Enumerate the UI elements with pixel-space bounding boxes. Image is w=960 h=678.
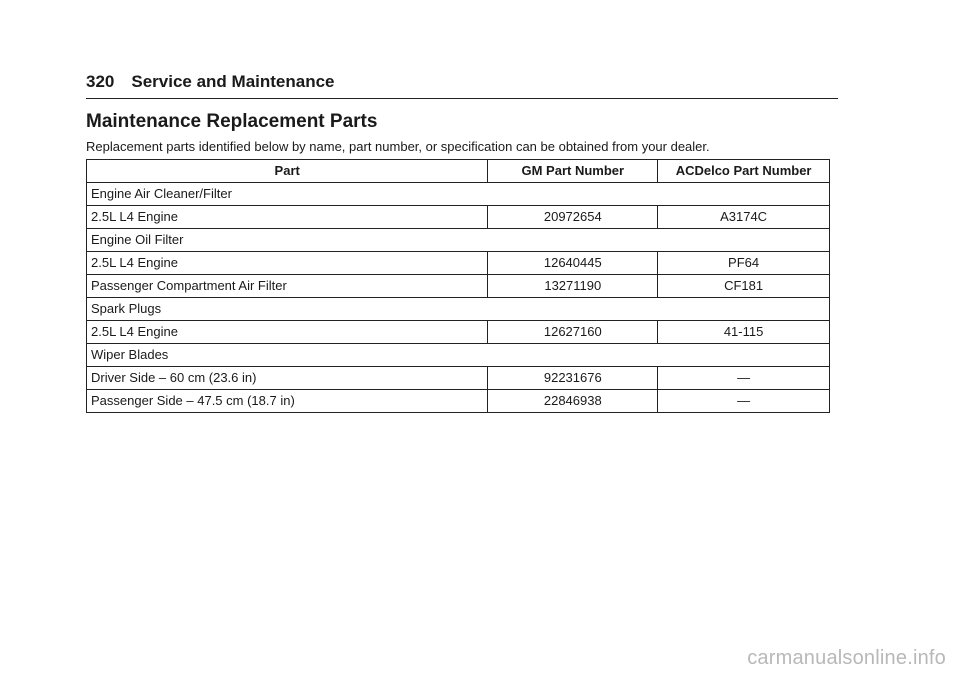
group-label: Engine Air Cleaner/Filter [87,183,830,206]
group-label: Spark Plugs [87,298,830,321]
page-title: Maintenance Replacement Parts [86,111,378,132]
gm-part-number: 22846938 [488,390,658,413]
table-row [87,298,830,321]
table-row [87,252,830,275]
part-label: Passenger Side – 47.5 cm (18.7 in) [87,390,488,413]
part-label: Driver Side – 60 cm (23.6 in) [87,367,488,390]
section-name: Service and Maintenance [131,72,335,91]
table-row [87,344,830,367]
gm-part-number: 92231676 [488,367,658,390]
group-label: Wiper Blades [87,344,830,367]
table-row [87,206,830,229]
parts-table [86,159,830,413]
table-row [87,275,830,298]
table-row [87,390,830,413]
column-header-part: Part [87,160,488,183]
part-label: Passenger Compartment Air Filter [87,275,488,298]
gm-part-number: 13271190 [488,275,658,298]
acdelco-part-number: — [658,390,830,413]
column-header-acdelco-part-number: ACDelco Part Number [658,160,830,183]
part-label: 2.5L L4 Engine [87,321,488,344]
page-header [86,72,838,99]
acdelco-part-number: CF181 [658,275,830,298]
acdelco-part-number: A3174C [658,206,830,229]
intro-text: Replacement parts identified below by name, part number, or specification can be obtained from your dealer. [86,139,710,154]
table-row [87,367,830,390]
table-row [87,229,830,252]
column-header-gm-part-number: GM Part Number [488,160,658,183]
table-row [87,321,830,344]
acdelco-part-number: PF64 [658,252,830,275]
gm-part-number: 12627160 [488,321,658,344]
acdelco-part-number: 41-115 [658,321,830,344]
gm-part-number: 12640445 [488,252,658,275]
part-label: 2.5L L4 Engine [87,206,488,229]
page-number: 320 [86,72,115,91]
gm-part-number: 20972654 [488,206,658,229]
acdelco-part-number: — [658,367,830,390]
part-label: 2.5L L4 Engine [87,252,488,275]
watermark: carmanualsonline.info [747,647,946,669]
table-row [87,183,830,206]
group-label: Engine Oil Filter [87,229,830,252]
table-header-row [87,160,830,183]
